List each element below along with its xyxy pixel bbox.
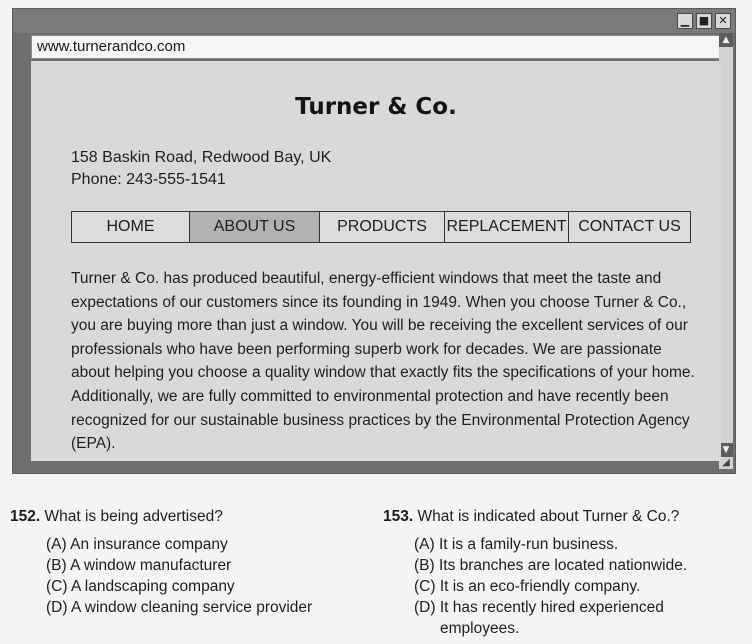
nav-about-us[interactable]: ABOUT US <box>190 212 320 242</box>
web-page-content <box>31 61 721 461</box>
nav-products[interactable]: PRODUCTS <box>320 212 445 242</box>
title-bar <box>13 9 735 33</box>
about-paragraph: Turner & Co. has produced beautiful, energy-efficient windows that meet the taste and expectations of our customers since its founding in 1949. When you choose Turner & Co., you are buying more than just a window. You will be receiving the excellent services of our professionals who have been performing superb work for decades. We are passionate about helping you choose a quality window that exactly fits the specifications of your home. Additionally, we are fully committed to environmental protection and have recently been recognized for our sustainable business practices by the Environmental Protection Agency (EPA). <box>71 270 695 453</box>
question-title <box>10 508 223 526</box>
maximize-icon[interactable]: ■ <box>696 13 712 29</box>
minimize-icon[interactable]: ▁ <box>677 13 693 29</box>
answer-option: (A) An insurance company <box>46 536 228 553</box>
company-address <box>71 147 331 191</box>
vertical-scrollbar[interactable] <box>719 33 733 469</box>
site-navigation <box>71 211 691 243</box>
resize-grip-icon[interactable]: ◢ <box>722 457 730 468</box>
answer-option: (C) A landscaping company <box>46 578 235 595</box>
question-text: What is indicated about Turner & Co.? <box>417 508 680 525</box>
answer-option: (B) A window manufacturer <box>46 557 232 574</box>
address-line: 158 Baskin Road, Redwood Bay, UK <box>71 149 332 166</box>
answer-option: (C) It is an eco-friendly company. <box>414 578 641 595</box>
phone-line: Phone: 243-555-1541 <box>71 171 226 188</box>
nav-replacement[interactable]: REPLACEMENT <box>445 212 569 242</box>
nav-home[interactable]: HOME <box>72 212 190 242</box>
window-controls <box>677 13 731 29</box>
nav-contact-us[interactable]: CONTACT US <box>578 218 681 235</box>
answer-option: (A) It is a family-run business. <box>414 536 619 553</box>
scroll-down-icon[interactable]: ▼ <box>719 443 733 457</box>
close-icon[interactable]: ✕ <box>715 13 731 29</box>
scroll-up-icon[interactable]: ▲ <box>719 33 733 47</box>
answer-option: (B) Its branches are located nationwide. <box>414 557 688 574</box>
question-text: What is being advertised? <box>44 508 223 525</box>
answer-option: (D) A window cleaning service provider <box>46 599 313 616</box>
question-number: 152. <box>10 508 41 525</box>
answer-option: (D) It has recently hired experienced <box>414 599 664 616</box>
site-title: Turner & Co. <box>295 94 457 120</box>
question-title <box>383 508 679 526</box>
answer-option-continued: employees. <box>440 620 520 637</box>
question-number: 153. <box>383 508 414 525</box>
browser-window <box>12 8 736 474</box>
address-bar[interactable]: www.turnerandco.com <box>31 35 721 59</box>
